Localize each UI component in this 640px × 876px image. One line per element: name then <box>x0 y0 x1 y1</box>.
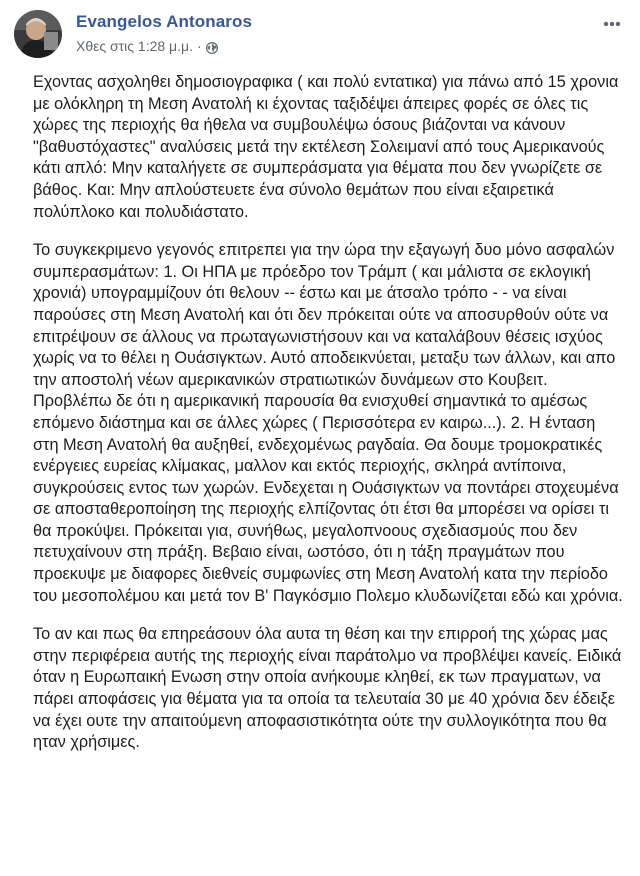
globe-icon[interactable] <box>206 41 218 53</box>
post-paragraph: Εχοντας ασχοληθει δημοσιογραφικα ( και πολύ εντατικα) για πάνω από 15 χρονια με ολόκληρη τη Μεση Ανατολή κι έχοντας ταξιδέψει άπειρες φορές σε όλες τις χώρες της περιοχής θα ήθελα να συμβουλέψω όσους βιάζονται να κάνουν "βαθυστόχαστες" αναλύσεις μετά την εκτέλεση Σολειμανί από τους Αμερικανούς κάτι απλό: Μην καταλήγετε σε συμπεράσματα για θέματα που δεν γνωρίζετε σε βάθος. Και: Μην απλούστευετε ένα σύνολο θεμάτων που είναι εξαιρετικά πολύπλοκο και πολυδιάστατο. <box>33 73 619 221</box>
post-body <box>33 72 625 771</box>
avatar[interactable] <box>14 10 62 58</box>
post-paragraph: Το συγκεκριμενο γεγονός επιτρεπει για την ώρα την εξαγωγή δυο μόνο ασφαλών συμπερασμάτων: 1. Οι ΗΠΑ με πρόεδρο τον Τράμπ ( και μάλιστα σε εκλογική χρονιά) υπογραμμίζουν ότι θελουν -- έστω και με άτσαλο τρόπο - - να είναι παρούσες στη Μεση Ανατολή και ότι δεν πρόκειται ούτε να αποσυρθούν ούτε να επιτρέψουν σε άλλους να πρωταγωνιστήσουν και να καταλάβουν θέσεις ισχύος χωρίς να το θέλει η Ουάσιγκτων. Αυτό αποδεικνύεται, μεταξυ των άλλων, και απο την αποστολή νέων αμερικανικών στρατιωτικών δυνάμεων στο Κουβειτ. Προβλέπω δε ότι η αμερικανική παρουσία θα ενισχυθεί σημαντικά το αμέσως επόμενο διάστημα και σε άλλες χώρες ( Περισσότερα εν καιρω...). 2. Η ένταση στη Μεση Ανατολή θα αυξηθεί, ενδεχομένως ραγδαία. Θα δουμε τρομοκρατικές ενέργειες ευρείας κλίμακας, μαλλον και εκτός περιοχής, σκληρά αντίποινα, συγκρούσεις εντος των χωρών. Ενδεχεται η Ουάσιγκτων να ποντάρει στοχευμένα σε αποσταθεροποίηση της περιοχής ελπίζοντας ότι έτσι θα μπορέσει να ορίσει τι θα προκύψει. Πρόκειται για, συνήθως, μεγαλοπνοους σχεδιασμούς που δεν πετυχαίνουν στη πράξη. Βεβαιο είναι, ωστόσο, ότι η τάξη πραγμάτων που προεκυψε με διαφορες διεθνείς συμφωνίες στη Μεση Ανατολή κατα την περίοδο του μεσοπολέμου και μετά τον Β' Παγκόσμιο Πολεμο κλυδωνίζεται εδώ και χρόνια. <box>33 241 623 605</box>
profile-photo <box>14 10 62 58</box>
post-meta <box>76 38 218 54</box>
author-name[interactable]: Evangelos Antonaros <box>76 12 253 31</box>
post-paragraph: Το αν και πως θα επηρεάσουν όλα αυτα τη θέση και την επιρροή της χώρας μας στην περιφέρεια αυτής της περιοχής είναι παράτολμο να προβλέψει κανείς. Ειδικά όταν η Ευρωπαική Ενωση στην οποία ανήκουμε κληθεί, εκ των πραγματων, να πάρει αποφάσεις για θέματα για τα οποία τα τελευταία 30 με 40 χρόνια δεν έδειξε να έχει ουτε την απαιτούμενη αποφασιστικότητα ούτε την συλλογικότητα που θα ηταν χρήσιμες. <box>33 625 622 752</box>
more-options-icon[interactable] <box>600 14 624 34</box>
meta-separator: · <box>196 38 202 54</box>
post-header <box>14 8 626 60</box>
post-timestamp[interactable]: Χθες στις 1:28 μ.μ. <box>76 38 193 54</box>
